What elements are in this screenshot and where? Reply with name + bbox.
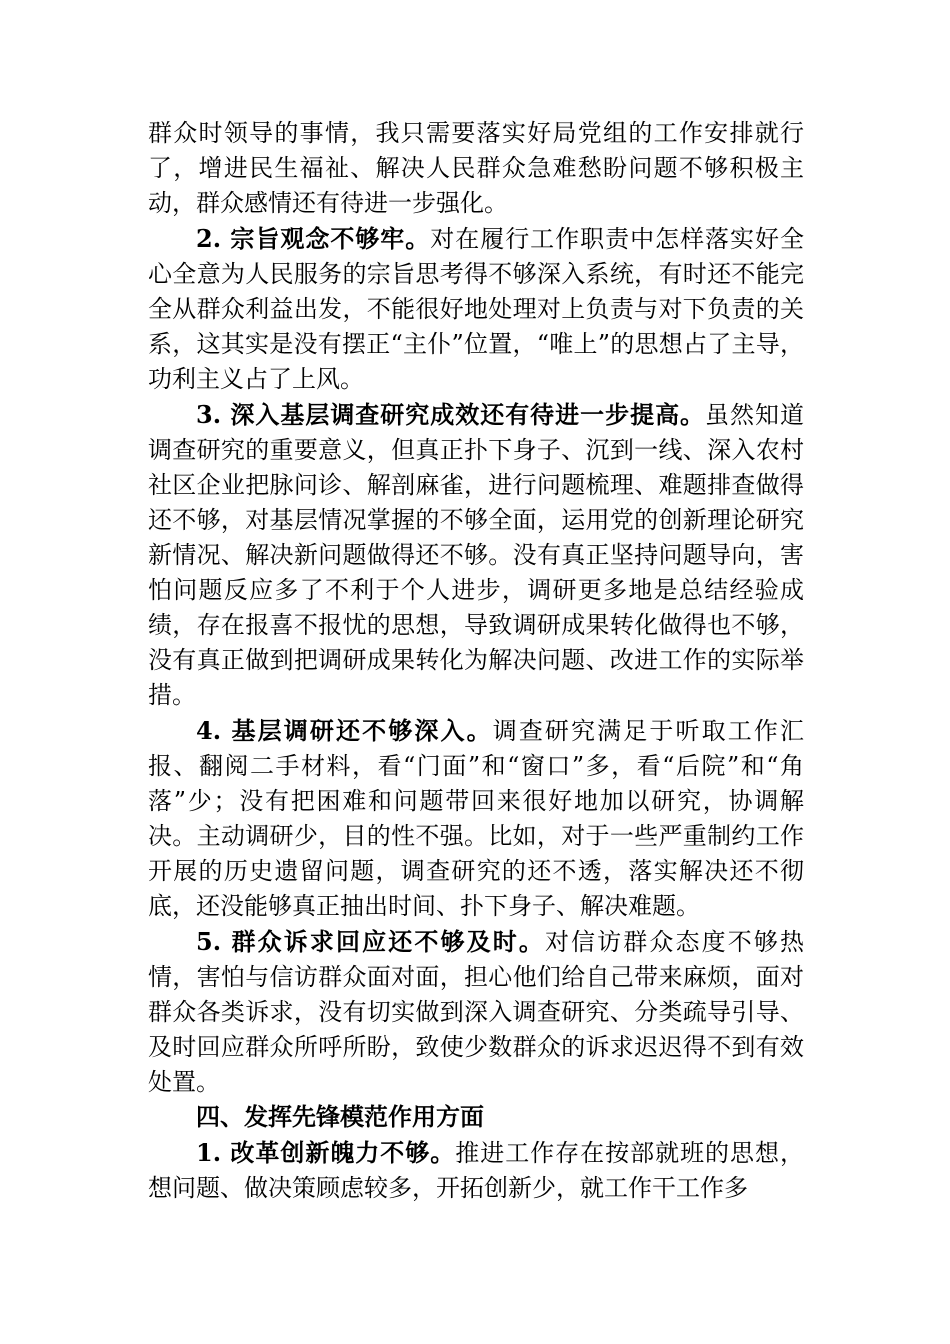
section-heading: 四、发挥先锋模范作用方面: [196, 1103, 484, 1131]
paragraph-text: 推进工作存在按部就班的思想，想问题、做决策顾虑较多，开拓创新少，就工作干工作多: [148, 1139, 804, 1202]
paragraph-item-4: [148, 713, 804, 924]
paragraph-lead: 5. 群众诉求回应还不够及时。: [196, 927, 545, 956]
paragraph-text: 调查研究满足于听取工作汇报、翻阅二手材料，看“门面”和“窗口”多，看“后院”和“角落”少；没有把困难和问题带回来很好地加以研究，协调解决。主动调研少，目的性不强。比如，对于一些严重制约工作开展的历史遗留问题，调查研究的还不透，落实解决还不彻底，还没能够真正抽出时间、扑下身子、解决难题。: [148, 717, 804, 920]
document-page: [148, 116, 804, 1206]
paragraph-lead: 1. 改革创新魄力不够。: [196, 1138, 456, 1167]
paragraph-item-2: [148, 221, 804, 397]
paragraph-text: 对在履行工作职责中怎样落实好全心全意为人民服务的宗旨思考得不够深入系统，有时还不能完全从群众利益出发，不能很好地处理对上负责与对下负责的关系，这其实是没有摆正“主仆”位置，“唯上”的思想占了主导，功利主义占了上风。: [148, 225, 804, 393]
paragraph-lead: 2. 宗旨观念不够牢。: [196, 224, 431, 253]
paragraph-text: 对信访群众态度不够热情，害怕与信访群众面对面，担心他们给自己带来麻烦，面对群众各类诉求，没有切实做到深入调查研究、分类疏导引导、及时回应群众所呼所盼，致使少数群众的诉求迟迟得不到有效处置。: [148, 928, 804, 1096]
paragraph-text: 虽然知道调查研究的重要意义，但真正扑下身子、沉到一线、深入农村社区企业把脉问诊、解剖麻雀，进行问题梳理、难题排查做得还不够，对基层情况掌握的不够全面，运用党的创新理论研究新情况、解决新问题做得还不够。没有真正坚持问题导向，害怕问题反应多了不利于个人进步，调研更多地是总结经验成绩，存在报喜不报忧的思想，导致调研成果转化做得也不够，没有真正做到把调研成果转化为解决问题、改进工作的实际举措。: [148, 401, 804, 709]
paragraph-lead: 3. 深入基层调查研究成效还有待进一步提高。: [196, 400, 706, 429]
paragraph-text: 群众时领导的事情，我只需要落实好局党组的工作安排就行了，增进民生福祉、解决人民群众急难愁盼问题不够积极主动，群众感情还有待进一步强化。: [148, 119, 804, 217]
paragraph-item-3: [148, 397, 804, 713]
paragraph-lead: 4. 基层调研还不够深入。: [196, 716, 493, 745]
paragraph-continuation: [148, 116, 804, 221]
paragraph-item-5: [148, 924, 804, 1100]
paragraph-item-after-1: [148, 1135, 804, 1206]
